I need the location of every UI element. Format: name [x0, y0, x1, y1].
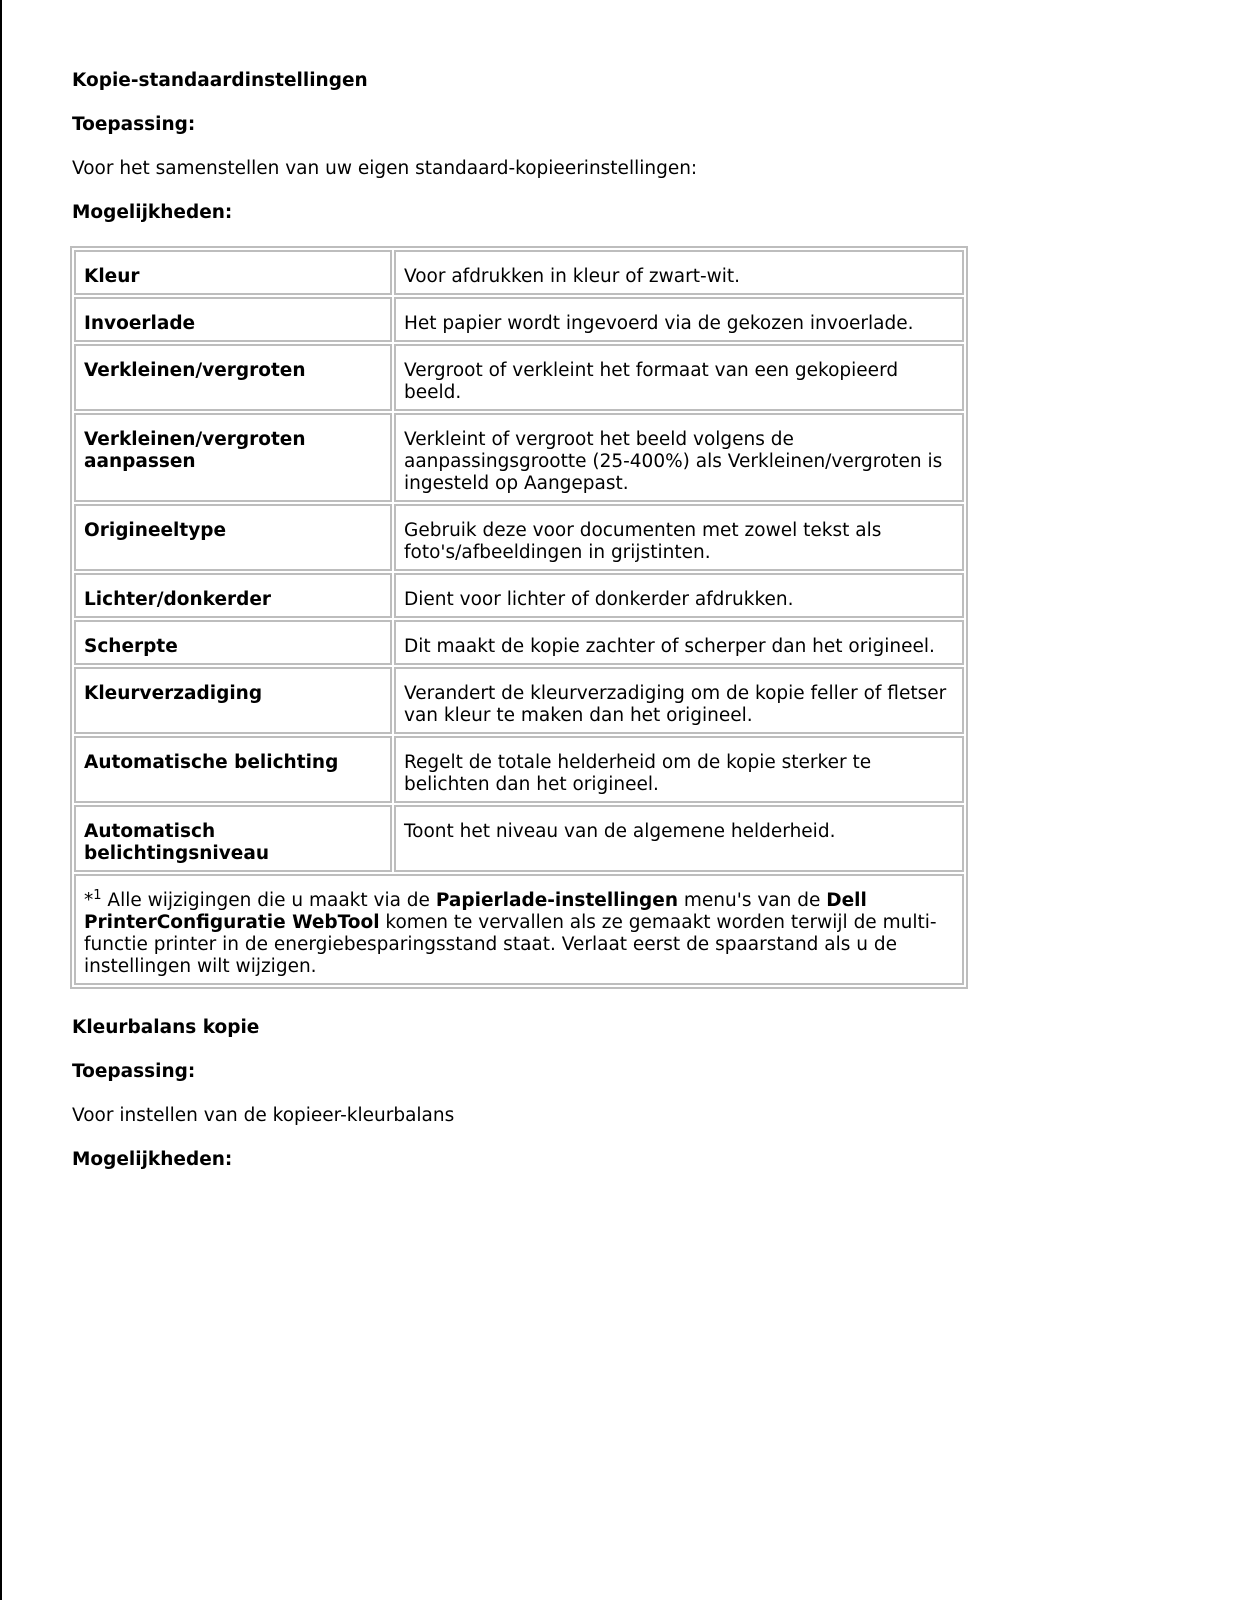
section-title: Kleurbalans kopie	[72, 1017, 260, 1038]
option-name: Automatisch belichtingsniveau	[74, 805, 392, 872]
footnote-text: menu's van de	[678, 890, 827, 911]
footnote	[74, 874, 964, 985]
purpose-text: Voor instellen van de kopieer-kleurbalans	[72, 1105, 455, 1126]
option-description: Voor afdrukken in kleur of zwart-wit.	[394, 250, 964, 295]
option-name: Kleur	[74, 250, 392, 295]
option-description: Gebruik deze voor documenten met zowel tekst als foto's/afbeeldingen in grijstinten.	[394, 504, 964, 571]
footnote-text: Alle wijzigingen die u maakt via de	[101, 890, 436, 911]
purpose-heading: Toepassing:	[72, 114, 196, 135]
footnote-menu-name: Papierlade-instellingen	[435, 890, 678, 911]
table-row	[74, 250, 964, 295]
options-heading: Mogelijkheden:	[72, 202, 233, 223]
option-description: Verkleint of vergroot het beeld volgens de aanpassingsgrootte (25-400%) als Verkleinen/vergroten is ingesteld op Aangepast.	[394, 413, 964, 502]
footnote-tool-name: Dell PrinterConfiguratie WebTool	[84, 890, 867, 933]
option-description: Toont het niveau van de algemene helderheid.	[394, 805, 964, 872]
table-row	[74, 504, 964, 571]
option-name: Kleurverzadiging	[74, 667, 392, 734]
table-row	[74, 667, 964, 734]
table-row	[74, 736, 964, 803]
options-table	[70, 246, 968, 989]
option-description: Dit maakt de kopie zachter of scherper dan het origineel.	[394, 620, 964, 665]
option-name: Invoerlade	[74, 297, 392, 342]
table-row	[74, 573, 964, 618]
page-left-border	[0, 0, 2, 1600]
option-description: Dient voor lichter of donkerder afdrukken.	[394, 573, 964, 618]
table-row	[74, 620, 964, 665]
table-row	[74, 805, 964, 872]
option-description: Het papier wordt ingevoerd via de gekozen invoerlade.	[394, 297, 964, 342]
option-name: Automatische belichting	[74, 736, 392, 803]
option-name: Scherpte	[74, 620, 392, 665]
purpose-heading: Toepassing:	[72, 1061, 196, 1082]
footnote-marker: *	[84, 890, 94, 911]
option-description: Verandert de kleurverzadiging om de kopie feller of fletser van kleur te maken dan het origineel.	[394, 667, 964, 734]
table-row	[74, 413, 964, 502]
table-note-row	[74, 874, 964, 985]
footnote-superscript: 1	[93, 887, 102, 903]
options-heading: Mogelijkheden:	[72, 1149, 233, 1170]
footnote-text: komen te vervallen als ze gemaakt worden terwijl de multi-functie printer in de energiebesparingsstand staat. Verlaat eerst de spaarstand als u de instellingen wilt wijzigen.	[84, 912, 937, 977]
option-description: Regelt de totale helderheid om de kopie sterker te belichten dan het origineel.	[394, 736, 964, 803]
table-row	[74, 344, 964, 411]
section-title: Kopie-standaardinstellingen	[72, 70, 368, 91]
option-description: Vergroot of verkleint het formaat van een gekopieerd beeld.	[394, 344, 964, 411]
table-row	[74, 297, 964, 342]
purpose-text: Voor het samenstellen van uw eigen standaard-kopieerinstellingen:	[72, 158, 698, 179]
option-name: Lichter/donkerder	[74, 573, 392, 618]
option-name: Origineeltype	[74, 504, 392, 571]
option-name: Verkleinen/vergroten aanpassen	[74, 413, 392, 502]
document-content	[72, 70, 1172, 1193]
option-name: Verkleinen/vergroten	[74, 344, 392, 411]
